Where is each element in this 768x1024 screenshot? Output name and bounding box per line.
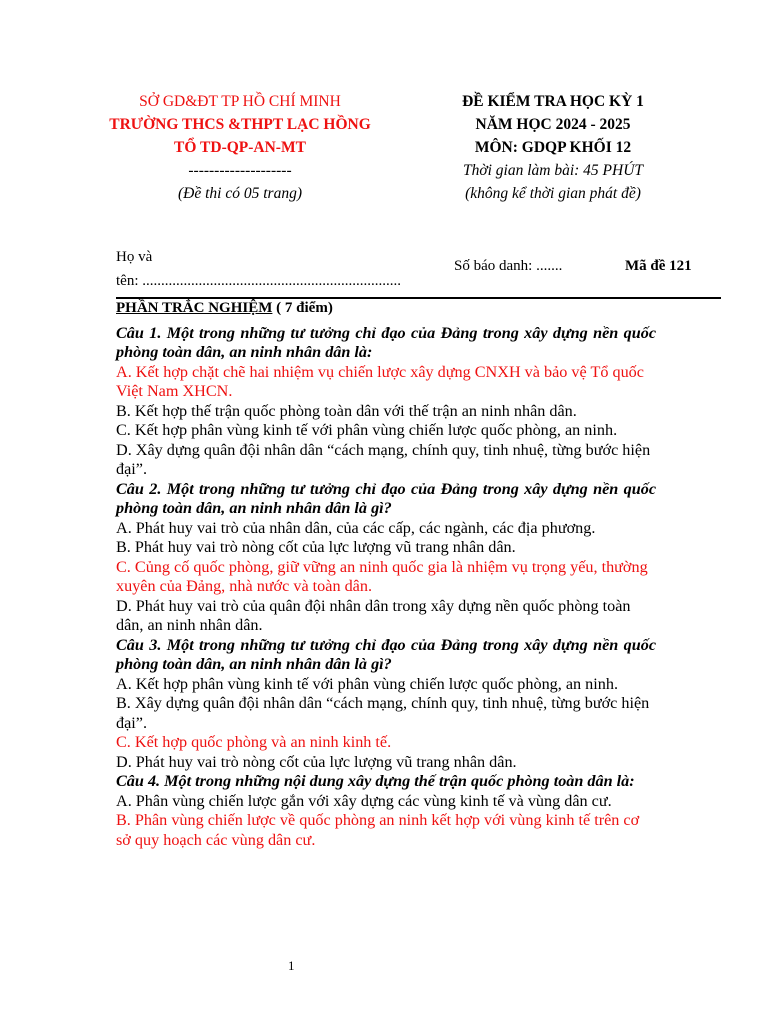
question-2 [116,480,656,636]
option-c: C. Kết hợp quốc phòng và an ninh kinh tế. [116,733,392,751]
duration-note: (không kể thời gian phát đề) [465,185,641,202]
school-name: TRƯỜNG THCS &THPT LẠC HỒNG [109,116,371,133]
option-c: C. Củng cố quốc phòng, giữ vững an ninh quốc gia là nhiệm vụ trọng yếu, thường xuyên của Đảng, nhà nước và toàn dân. [116,557,648,595]
pages-note: (Đề thi có 05 trang) [178,185,302,202]
school-year: NĂM HỌC 2024 - 2025 [475,116,631,133]
option-c: C. Kết hợp phân vùng kinh tế với phân vùng chiến lược quốc phòng, an ninh. [116,421,618,439]
option-a: A. Phát huy vai trò của nhân dân, của các cấp, các ngành, các địa phương. [116,518,596,537]
exam-title: ĐỀ KIỂM TRA HỌC KỲ 1 [462,93,644,110]
name-label-line1: Họ và [116,249,153,265]
student-name-field [116,245,401,293]
option-b: B. Xây dựng quân đội nhân dân “cách mạng, chính quy, tinh nhuệ, từng bước hiện đại”. [116,694,650,732]
section-title-label: PHẦN TRẮC NGHIỆM [116,300,273,316]
department-name: SỞ GD&ĐT TP HỒ CHÍ MINH [139,93,341,110]
question-text: Câu 2. Một trong những tư tưởng chỉ đạo của Đảng trong xây dựng nền quốc phòng toàn dân, an ninh nhân dân là gì? [116,479,656,517]
section-title [116,299,656,319]
option-a: A. Kết hợp chặt chẽ hai nhiệm vụ chiến lược xây dựng CNXH và bảo vệ Tổ quốc Việt Nam XHCN. [116,362,644,400]
header-divider: -------------------- [188,162,292,179]
exam-code: Mã đề 121 [625,258,692,274]
exam-content [116,299,656,850]
option-b: B. Phát huy vai trò nòng cốt của lực lượng vũ trang nhân dân. [116,538,516,556]
option-b: B. Kết hợp thế trận quốc phòng toàn dân với thế trận an ninh nhân dân. [116,401,577,420]
option-b: B. Phân vùng chiến lược về quốc phòng an ninh kết hợp với vùng kinh tế trên cơ sở quy hoạch các vùng dân cư. [116,811,640,849]
question-text: Câu 3. Một trong những tư tưởng chỉ đạo của Đảng trong xây dựng nền quốc phòng toàn dân, an ninh nhân dân là gì? [116,635,656,673]
option-d: D. Phát huy vai trò của quân đội nhân dân trong xây dựng nền quốc phòng toàn dân, an ninh nhân dân. [116,596,631,634]
question-text: Câu 4. Một trong những nội dung xây dựng thế trận quốc phòng toàn dân là: [116,772,635,790]
question-1 [116,324,656,480]
student-id-field: Số báo danh: ....... [454,258,563,274]
school-header [90,90,390,205]
question-text: Câu 1. Một trong những tư tưởng chỉ đạo của Đảng trong xây dựng nền quốc phòng toàn dân, an ninh nhân dân là: [116,323,656,361]
option-a: A. Kết hợp phân vùng kinh tế với phân vùng chiến lược quốc phòng, an ninh. [116,674,619,693]
option-a: A. Phân vùng chiến lược gắn với xây dựng các vùng kinh tế và vùng dân cư. [116,791,612,810]
page-number: 1 [288,958,295,973]
option-d: D. Xây dựng quân đội nhân dân “cách mạng, chính quy, tinh nhuệ, từng bước hiện đại”. [116,440,651,478]
department-group: TỔ TD-QP-AN-MT [174,139,306,156]
duration: Thời gian làm bài: 45 PHÚT [462,162,644,179]
section-points: ( 7 điểm) [272,300,333,316]
subject: MÔN: GDQP KHỐI 12 [474,139,632,156]
question-3 [116,636,656,773]
exam-header [438,90,668,205]
option-d: D. Phát huy vai trò nòng cốt của lực lượng vũ trang nhân dân. [116,752,517,771]
question-4 [116,772,656,850]
name-label-line2: tên: ..................................................................... [116,273,401,289]
